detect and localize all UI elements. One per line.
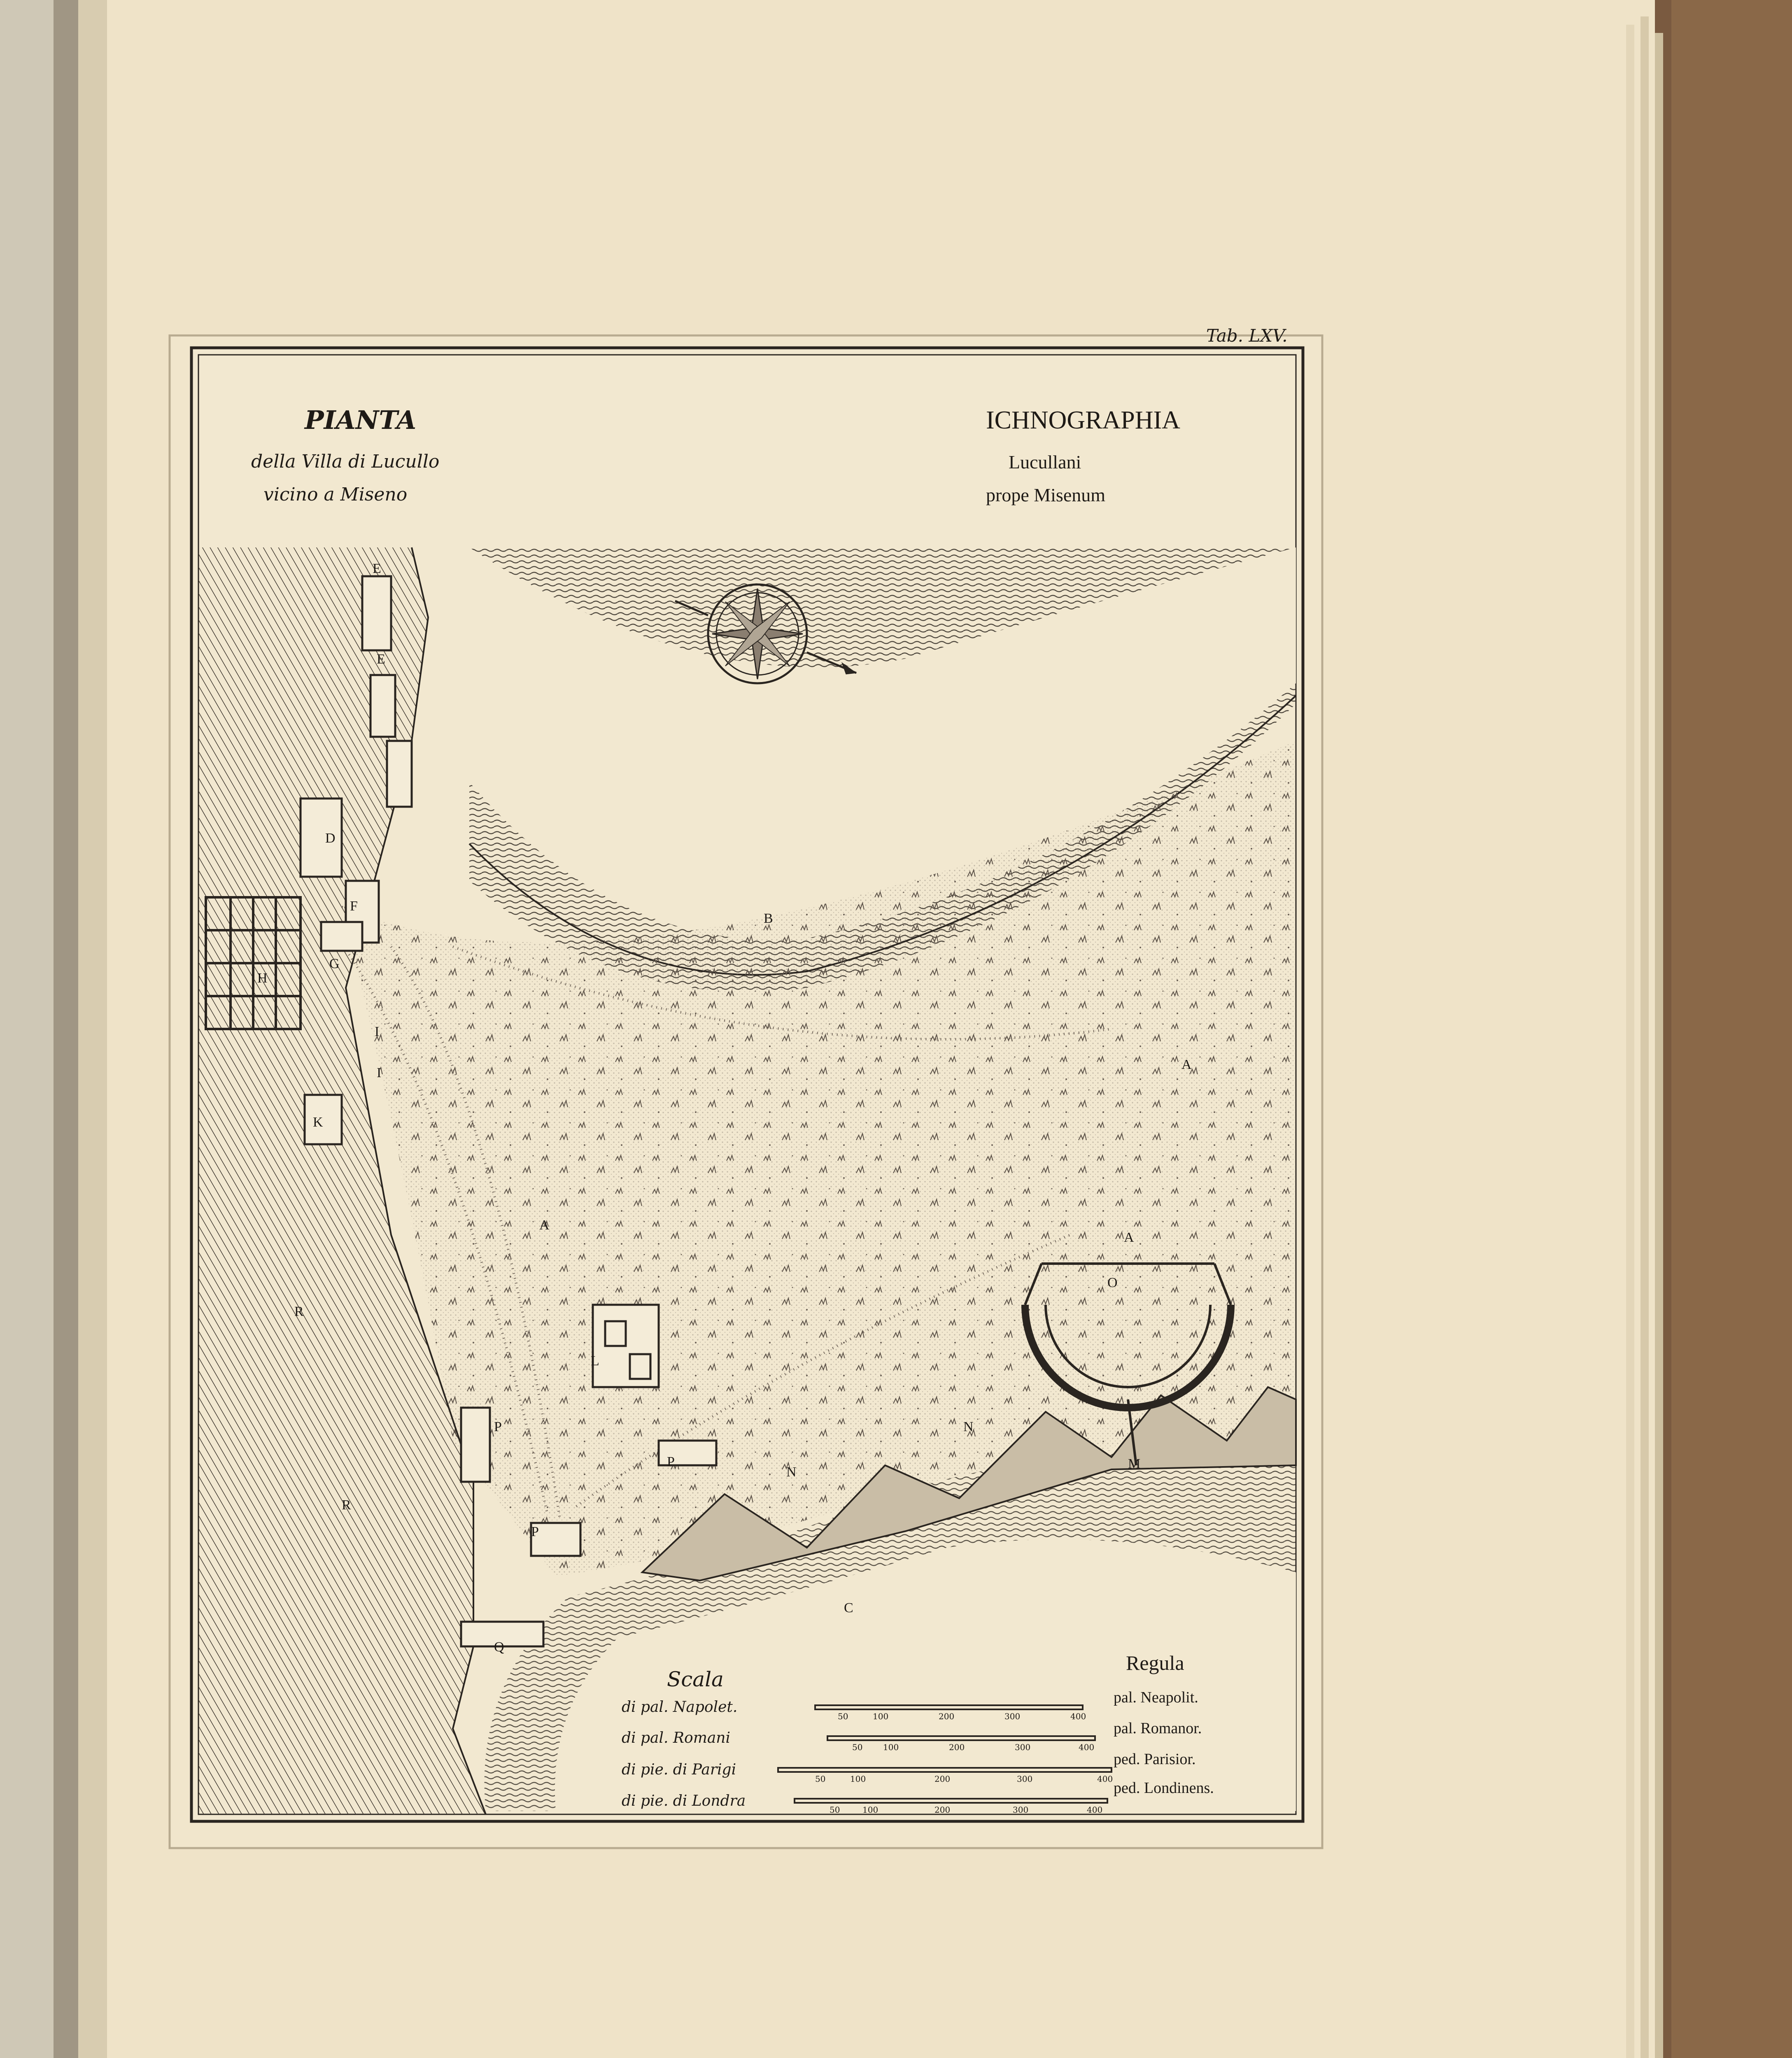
map-label: P bbox=[667, 1454, 675, 1469]
scale-tick: 300 bbox=[1017, 1774, 1033, 1784]
map-label: N bbox=[963, 1419, 974, 1434]
scale-tick: 200 bbox=[934, 1774, 951, 1784]
scale-row-latin: pal. Romanor. bbox=[1114, 1720, 1202, 1737]
scale-tick: 200 bbox=[949, 1742, 965, 1752]
scale-row-italian: di pie. di Parigi bbox=[622, 1761, 736, 1778]
map-label: A bbox=[1181, 1057, 1192, 1072]
scale-tick: 50 bbox=[815, 1774, 826, 1784]
title-latin-heading: ICHNOGRAPHIA bbox=[986, 406, 1180, 434]
map-label: I bbox=[375, 1024, 380, 1039]
scale-row-italian: di pal. Napolet. bbox=[622, 1699, 738, 1716]
scale-tick: 100 bbox=[873, 1711, 889, 1721]
map-label: C bbox=[844, 1600, 853, 1616]
scale-tick: 50 bbox=[852, 1742, 863, 1752]
map-label: F bbox=[350, 899, 358, 914]
map-label: A bbox=[539, 1218, 550, 1233]
scale-row-latin: pal. Neapolit. bbox=[1114, 1689, 1198, 1706]
map-label: R bbox=[294, 1304, 304, 1319]
scale-tick: 100 bbox=[883, 1742, 899, 1752]
map-label: D bbox=[325, 831, 336, 846]
map-label: K bbox=[313, 1115, 323, 1130]
map-label: P bbox=[494, 1419, 502, 1434]
scale-tick: 200 bbox=[934, 1805, 951, 1815]
scale-row-italian: di pal. Romani bbox=[622, 1730, 730, 1746]
scale-tick: 400 bbox=[1070, 1711, 1086, 1721]
scale-tick: 300 bbox=[1015, 1742, 1031, 1752]
scale-tick: 400 bbox=[1079, 1742, 1095, 1752]
map-label: B bbox=[764, 911, 773, 926]
map-label: Q bbox=[494, 1639, 504, 1655]
title-italian-heading: PIANTA bbox=[305, 405, 417, 435]
title-italian-line2: vicino a Miseno bbox=[263, 484, 408, 505]
scale-tick: 50 bbox=[838, 1711, 848, 1721]
map-label: L bbox=[591, 1353, 599, 1369]
map-label: P bbox=[531, 1524, 539, 1539]
map-label: A bbox=[1124, 1230, 1134, 1245]
scale-tick: 100 bbox=[862, 1805, 879, 1815]
scale-tick: 400 bbox=[1087, 1805, 1103, 1815]
scale-heading-latin: Regula bbox=[1126, 1651, 1184, 1674]
map-label: N bbox=[786, 1464, 797, 1480]
map-label: I bbox=[377, 1065, 382, 1080]
map-label: R bbox=[342, 1497, 351, 1513]
map-label: O bbox=[1107, 1275, 1118, 1290]
scale-row-latin: ped. Londinens. bbox=[1114, 1779, 1214, 1797]
scale-tick: 400 bbox=[1097, 1774, 1113, 1784]
title-latin-line1: Lucullani bbox=[1009, 452, 1081, 473]
map-label: M bbox=[1128, 1456, 1141, 1471]
scale-tick: 300 bbox=[1013, 1805, 1029, 1815]
title-latin-line2: prope Misenum bbox=[986, 484, 1106, 505]
scale-tick: 100 bbox=[850, 1774, 866, 1784]
scale-tick: 50 bbox=[830, 1805, 840, 1815]
scale-heading-italian: Scala bbox=[667, 1667, 724, 1691]
scale-tick: 200 bbox=[939, 1711, 955, 1721]
scale-row-latin: ped. Parisior. bbox=[1114, 1751, 1196, 1768]
map-label: G bbox=[329, 956, 340, 971]
plate-number: Tab. LXV. bbox=[1206, 326, 1288, 346]
map-label: E bbox=[377, 652, 385, 667]
scale-tick: 300 bbox=[1004, 1711, 1021, 1721]
map-label: E bbox=[373, 561, 381, 576]
scale-row-italian: di pie. di Londra bbox=[622, 1793, 746, 1809]
map-label: H bbox=[257, 971, 268, 986]
title-italian-line1: della Villa di Lucullo bbox=[251, 451, 440, 472]
